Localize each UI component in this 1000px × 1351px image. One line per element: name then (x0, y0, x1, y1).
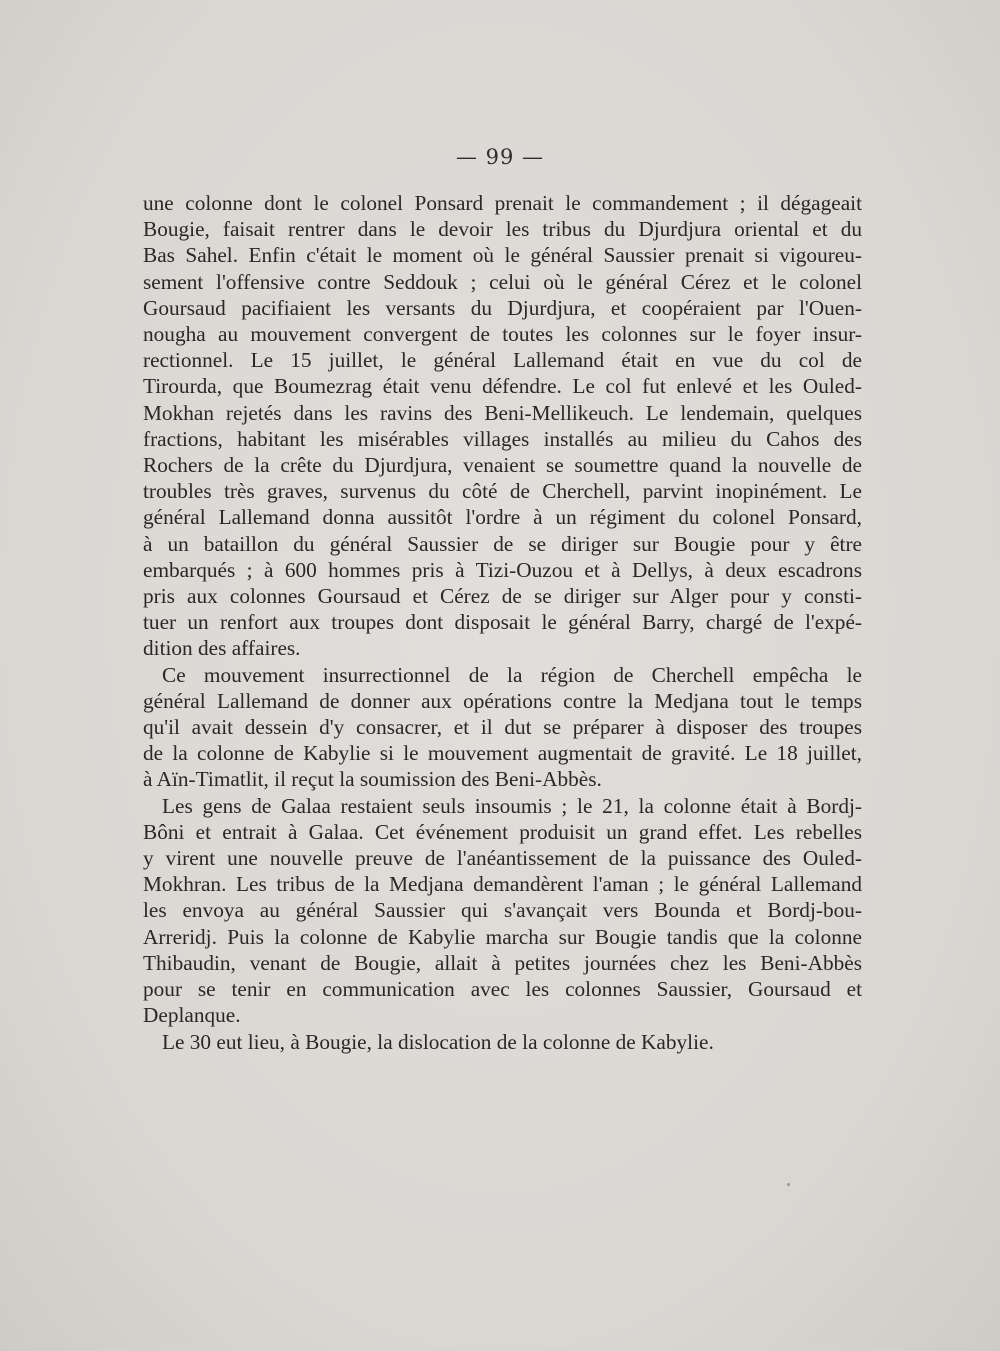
text-line: de la colonne de Kabylie si le mouvement augmentait de gravité. Le 18 juillet, (143, 741, 862, 766)
text-line: fractions, habitant les misérables villages installés au milieu du Cahos des (143, 426, 862, 451)
text-line: à un bataillon du général Saussier de se diriger sur Bougie pour y être (143, 531, 862, 556)
text-line: Mokhan rejetés dans les ravins des Beni-Mellikeuch. Le lendemain, quelques (143, 400, 862, 425)
text-line: à Aïn-Timatlit, il reçut la soumission des Beni-Abbès. (143, 767, 602, 792)
paper-speck (787, 1183, 790, 1186)
text-line: pris aux colonnes Goursaud et Cérez de se diriger sur Alger pour y consti- (143, 584, 862, 609)
text-line: Ce mouvement insurrectionnel de la région de Cherchell empêcha le (162, 662, 862, 687)
text-line: embarqués ; à 600 hommes pris à Tizi-Ouzou et à Dellys, à deux escadrons (143, 557, 862, 582)
text-line: dition des affaires. (143, 636, 301, 661)
page-number: — 99 — (455, 145, 545, 169)
text-line: général Lallemand donna aussitôt l'ordre à un régiment du colonel Ponsard, (143, 505, 862, 530)
text-line: Tirourda, que Boumezrag était venu défendre. Le col fut enlevé et les Ouled- (143, 374, 862, 399)
text-line: sement l'offensive contre Seddouk ; celui où le général Cérez et le colonel (143, 269, 862, 294)
paragraph (143, 662, 862, 793)
paragraph (143, 190, 862, 662)
text-line: général Lallemand de donner aux opérations contre la Medjana tout le temps (143, 688, 862, 713)
text-line: y virent une nouvelle preuve de l'anéantissement de la puissance des Ouled- (143, 846, 862, 871)
text-line: Bas Sahel. Enfin c'était le moment où le général Saussier prenait si vigoureu- (143, 243, 862, 268)
text-line: Bougie, faisait rentrer dans le devoir les tribus du Djurdjura oriental et du (143, 217, 862, 242)
body-text (143, 190, 862, 1055)
text-line: Le 30 eut lieu, à Bougie, la dislocation de la colonne de Kabylie. (162, 1029, 714, 1054)
text-line: Rochers de la crête du Djurdjura, venaient se soumettre quand la nouvelle de (143, 453, 862, 478)
text-line: troubles très graves, survenus du côté de Cherchell, parvint inopinément. Le (143, 479, 862, 504)
text-line: Thibaudin, venant de Bougie, allait à petites journées chez les Beni-Abbès (143, 950, 862, 975)
text-line: Arreridj. Puis la colonne de Kabylie marcha sur Bougie tandis que la colonne (143, 924, 862, 949)
text-line: Mokhran. Les tribus de la Medjana demandèrent l'aman ; le général Lallemand (143, 872, 862, 897)
text-line: pour se tenir en communication avec les colonnes Saussier, Goursaud et (143, 977, 862, 1002)
text-line: qu'il avait dessein d'y consacrer, et il dut se préparer à disposer des troupes (143, 715, 862, 740)
paragraph (143, 793, 862, 1029)
paragraph (143, 1029, 862, 1055)
text-line: Deplanque. (143, 1003, 241, 1028)
text-line: les envoya au général Saussier qui s'avançait vers Bounda et Bordj-bou- (143, 898, 862, 923)
text-line: rectionnel. Le 15 juillet, le général Lallemand était en vue du col de (143, 348, 862, 373)
text-line: tuer un renfort aux troupes dont disposait le général Barry, chargé de l'expé- (143, 610, 862, 635)
text-line: Les gens de Galaa restaient seuls insoumis ; le 21, la colonne était à Bordj- (162, 793, 862, 818)
text-line: Bôni et entrait à Galaa. Cet événement produisit un grand effet. Les rebelles (143, 819, 862, 844)
text-line: une colonne dont le colonel Ponsard prenait le commandement ; il dégageait (143, 191, 862, 215)
text-line: nougha au mouvement convergent de toutes les colonnes sur le foyer insur- (143, 322, 862, 347)
text-line: Goursaud pacifiaient les versants du Djurdjura, et coopéraient par l'Ouen- (143, 295, 862, 320)
